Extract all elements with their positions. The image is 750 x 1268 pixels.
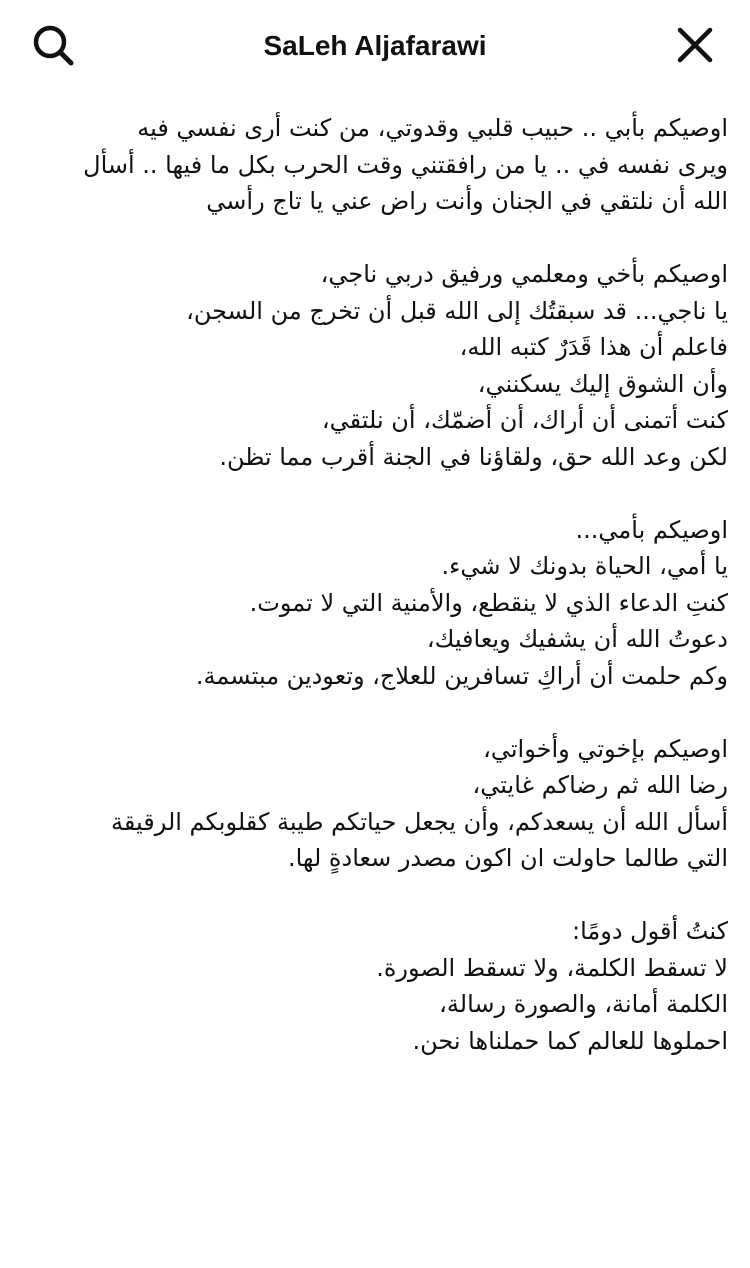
search-button[interactable]: [28, 20, 78, 70]
search-icon: [31, 23, 75, 67]
text-line: وكم حلمت أن أراكِ تسافرين للعلاج، وتعودين مبتسمة.: [195, 661, 728, 690]
page-title: SaLeh Aljafarawi: [263, 30, 487, 61]
text-line: يا أمي، الحياة بدونك لا شيء.: [441, 552, 728, 580]
text-line: اوصيكم بأمي...: [575, 515, 728, 544]
text-line: فاعلم أن هذا قَدَرٌ كتبه الله،: [459, 333, 728, 361]
paragraph-brother: [30, 256, 728, 475]
text-line: لكن وعد الله حق، ولقاؤنا في الجنة أقرب مما تظن.: [219, 442, 728, 471]
text-line: دعوتُ الله أن يشفيك ويعافيك،: [426, 625, 728, 653]
text-line: وأن الشوق إليك يسكنني،: [477, 369, 728, 398]
text-line: يا ناجي... قد سبقتُك إلى الله قبل أن تخرج من السجن،: [186, 296, 728, 325]
text-line: التي طالما حاولت ان اكون مصدر سعادةٍ لها.: [287, 844, 728, 872]
text-line: كنت أتمنى أن أراك، أن أضمّك، أن نلتقي،: [321, 406, 728, 434]
close-button[interactable]: [670, 20, 720, 70]
text-line: أسأل الله أن يسعدكم، وأن يجعل حياتكم طيبة كقلوبكم الرقيقة: [110, 807, 728, 836]
post-text: [30, 110, 728, 1096]
text-line: اوصيكم بأخي ومعلمي ورفيق دربي ناجي،: [320, 260, 728, 288]
close-icon: [677, 27, 713, 63]
paragraph-closing: [30, 913, 728, 1059]
text-line: احملوها للعالم كما حملناها نحن.: [412, 1026, 728, 1055]
text-line: رضا الله ثم رضاكم غايتي،: [472, 771, 728, 799]
paragraph-father: [30, 110, 728, 220]
text-line: الله أن نلتقي في الجنان وأنت راض عني يا تاج رأسي: [206, 187, 728, 215]
text-line: الكلمة أمانة، والصورة رسالة،: [439, 990, 728, 1018]
text-line: اوصيكم بإخوتي وأخواتي،: [483, 734, 728, 763]
top-bar: [0, 0, 750, 90]
text-line: اوصيكم بأبي .. حبيب قلبي وقدوتي، من كنت أرى نفسي فيه: [137, 114, 728, 142]
text-line: كنتُ أقول دومًا:: [572, 917, 728, 945]
paragraph-mother: [30, 512, 728, 695]
text-line: ويرى نفسه في .. يا من رافقتني وقت الحرب بكل ما فيها .. أسأل: [83, 150, 728, 179]
text-line: لا تسقط الكلمة، ولا تسقط الصورة.: [376, 953, 728, 982]
text-line: كنتِ الدعاء الذي لا ينقطع، والأمنية التي لا تموت.: [249, 588, 728, 617]
paragraph-siblings: [30, 731, 728, 877]
